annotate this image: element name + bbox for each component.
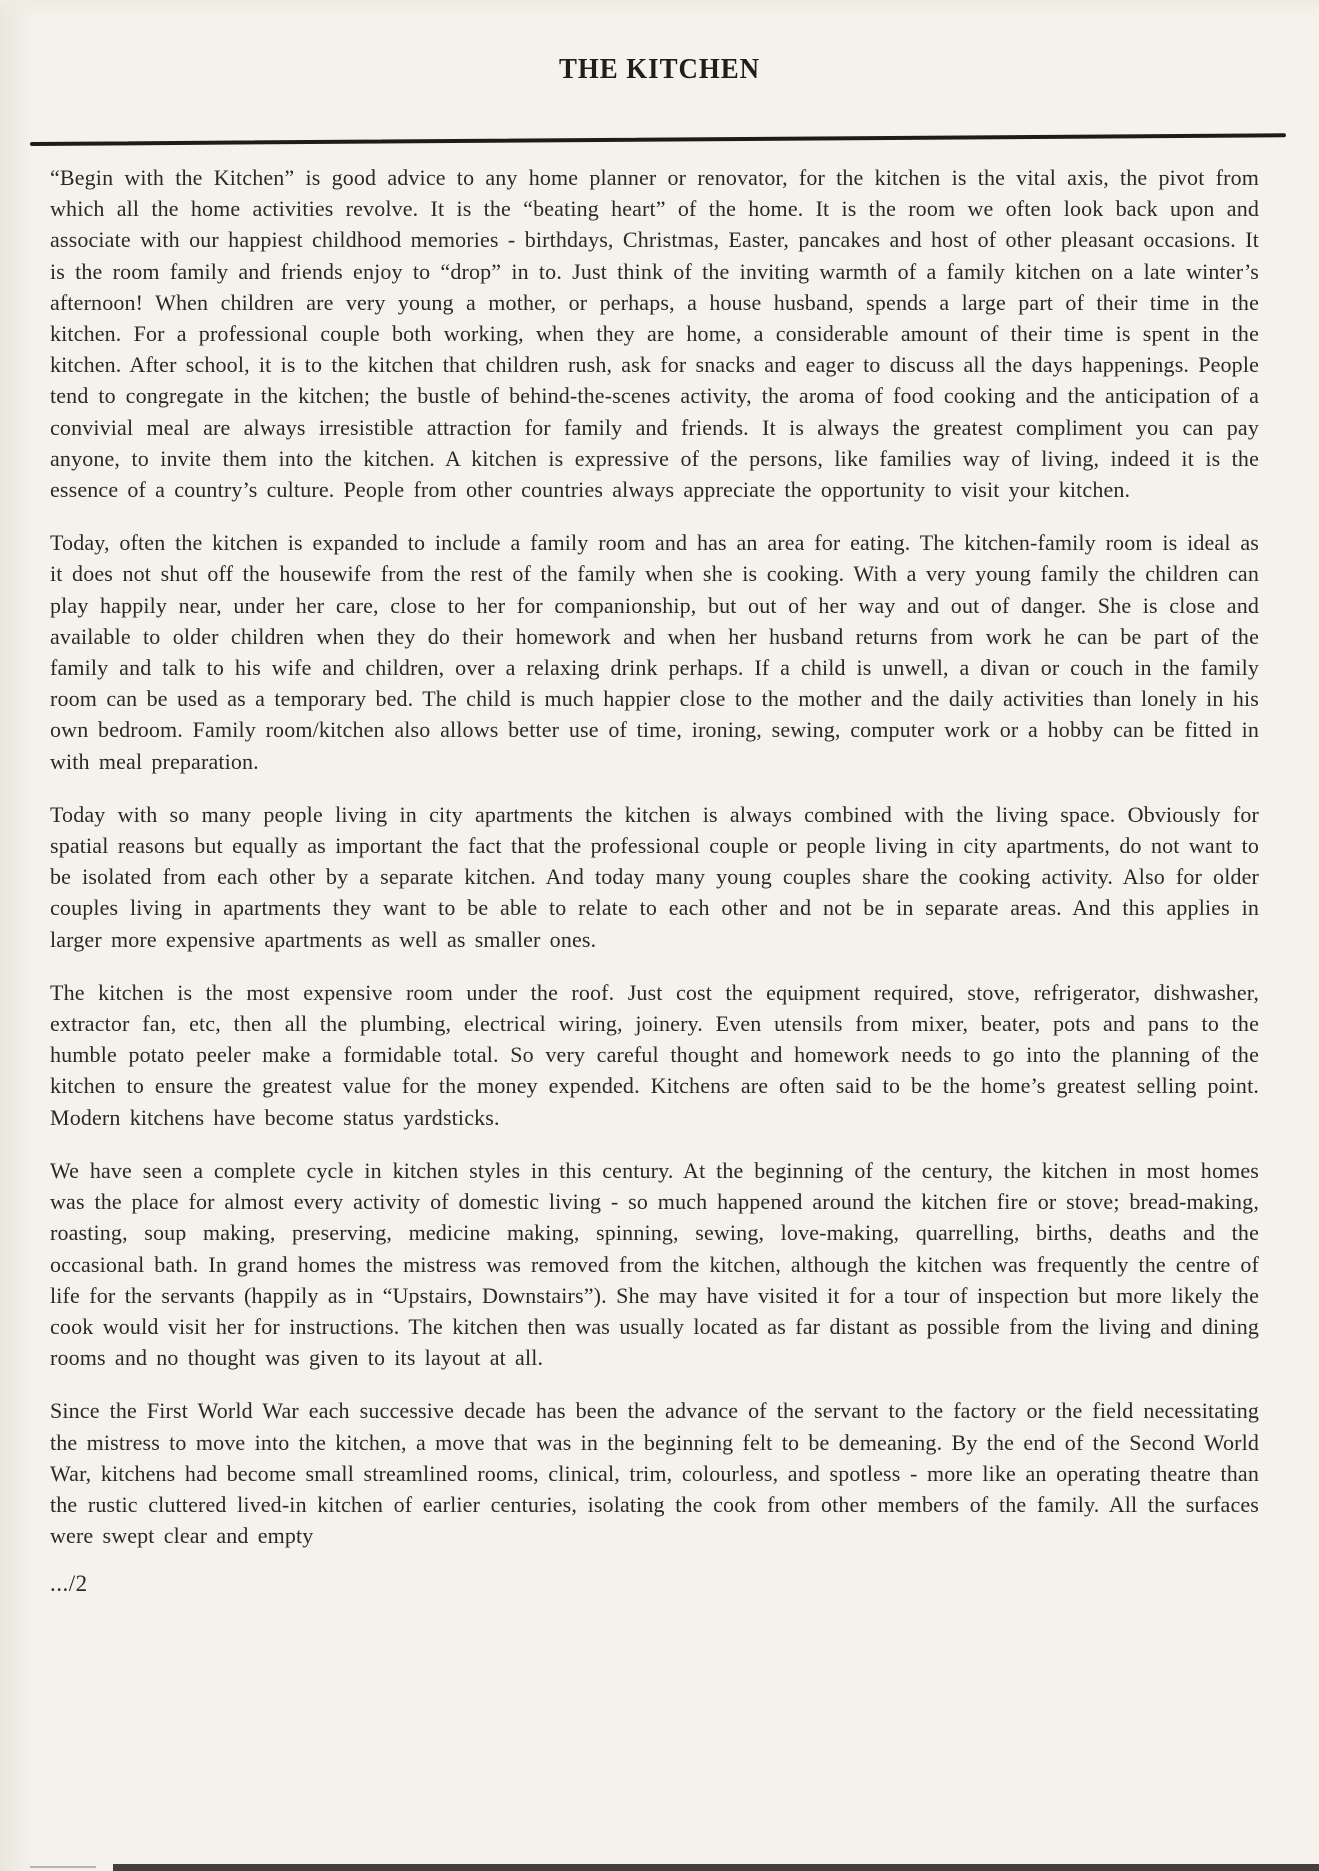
paragraph-4: The kitchen is the most expensive room under the roof. Just cost the equipment required, stove, refrigerator, dishwasher, extractor fan, etc, then all the plumbing, electrical wiring, joinery. Even utensils from mixer, beater, pots and pans to the humble potato peeler make a formidable total. So very careful thought and homework needs to go into the planning of the kitchen to ensure the greatest value for the money expended. Kitchens are often said to be the home’s greatest selling point. Modern kitchens have become status yardsticks. [50,979,1259,1130]
document-body [50,162,1259,1597]
paragraph-1: “Begin with the Kitchen” is good advice to any home planner or renovator, for the kitchen is the vital axis, the pivot from which all the home activities revolve. It is the “beating heart” of the home. It is the room we often look back upon and associate with our happiest childhood memories - birthdays, Christmas, Easter, pancakes and host of other pleasant occasions. It is the room family and friends enjoy to “drop” in to. Just think of the inviting warmth of a family kitchen on a late winter’s afternoon! When children are very young a mother, or perhaps, a house husband, spends a large part of their time in the kitchen. For a professional couple both working, when they are home, a considerable amount of their time is spent in the kitchen. After school, it is to the kitchen that children rush, ask for snacks and eager to discuss all the days happenings. People tend to congregate in the kitchen; the bustle of behind-the-scenes activity, the aroma of food cooking and the anticipation of a convivial meal are always irresistible attraction for family and friends. It is always the greatest compliment you can pay anyone, to invite them into the kitchen. A kitchen is expressive of the persons, like families way of living, indeed it is the essence of a country’s culture. People from other countries always appreciate the opportunity to visit your kitchen. [50,165,1259,503]
title-divider-rule [30,133,1286,145]
scan-edge-shadow-left [0,0,34,1871]
page-title: THE KITCHEN [558,54,760,85]
paragraph-3: Today with so many people living in city apartments the kitchen is always combined with the living space. Obviously for spatial reasons but equally as important the fact that the professional couple or people living in city apartments, do not want to be isolated from each other by a separate kitchen. And today many young couples share the cooking activity. Also for older couples living in apartments they want to be able to relate to each other and not be in separate areas. And this applies in larger more expensive apartments as well as smaller ones. [50,801,1259,952]
page-number-footer: .../2 [50,1571,88,1597]
paragraph-5: We have seen a complete cycle in kitchen styles in this century. At the beginning of the century, the kitchen in most homes was the place for almost every activity of domestic living - so much happened around the kitchen fire or stove; bread-making, roasting, soup making, preserving, medicine making, spinning, sewing, love-making, quarrelling, births, deaths and the occasional bath. In grand homes the mistress was removed from the kitchen, although the kitchen was frequently the centre of life for the servants (happily as in “Upstairs, Downstairs”). She may have visited it for a tour of inspection but more likely the cook would visit her for instructions. The kitchen then was usually located as far distant as possible from the living and dining rooms and no thought was given to its layout at all. [50,1157,1259,1371]
scan-artifact-bar [113,1864,1319,1871]
scan-artifact-line [30,1866,96,1868]
paragraph-2: Today, often the kitchen is expanded to include a family room and has an area for eating. The kitchen-family room is ideal as it does not shut off the housewife from the rest of the family when she is cooking. With a very young family the children can play happily near, under her care, close to her for companionship, but out of her way and out of danger. She is close and available to older children when they do their homework and when her husband returns from work he can be part of the family and talk to his wife and children, over a relaxing drink perhaps. If a child is unwell, a divan or couch in the family room can be used as a temporary bed. The child is much happier close to the mother and the daily activities than lonely in his own bedroom. Family room/kitchen also allows better use of time, ironing, sewing, computer work or a hobby can be fitted in with meal preparation. [50,530,1259,774]
paragraph-6: Since the First World War each successive decade has been the advance of the servant to the factory or the field necessitating the mistress to move into the kitchen, a move that was in the beginning felt to be demeaning. By the end of the Second World War, kitchens had become small streamlined rooms, clinical, trim, colourless, and spotless - more like an operating theatre than the rustic cluttered lived-in kitchen of earlier centuries, isolating the cook from other members of the family. All the surfaces were swept clear and empty [50,1398,1259,1549]
